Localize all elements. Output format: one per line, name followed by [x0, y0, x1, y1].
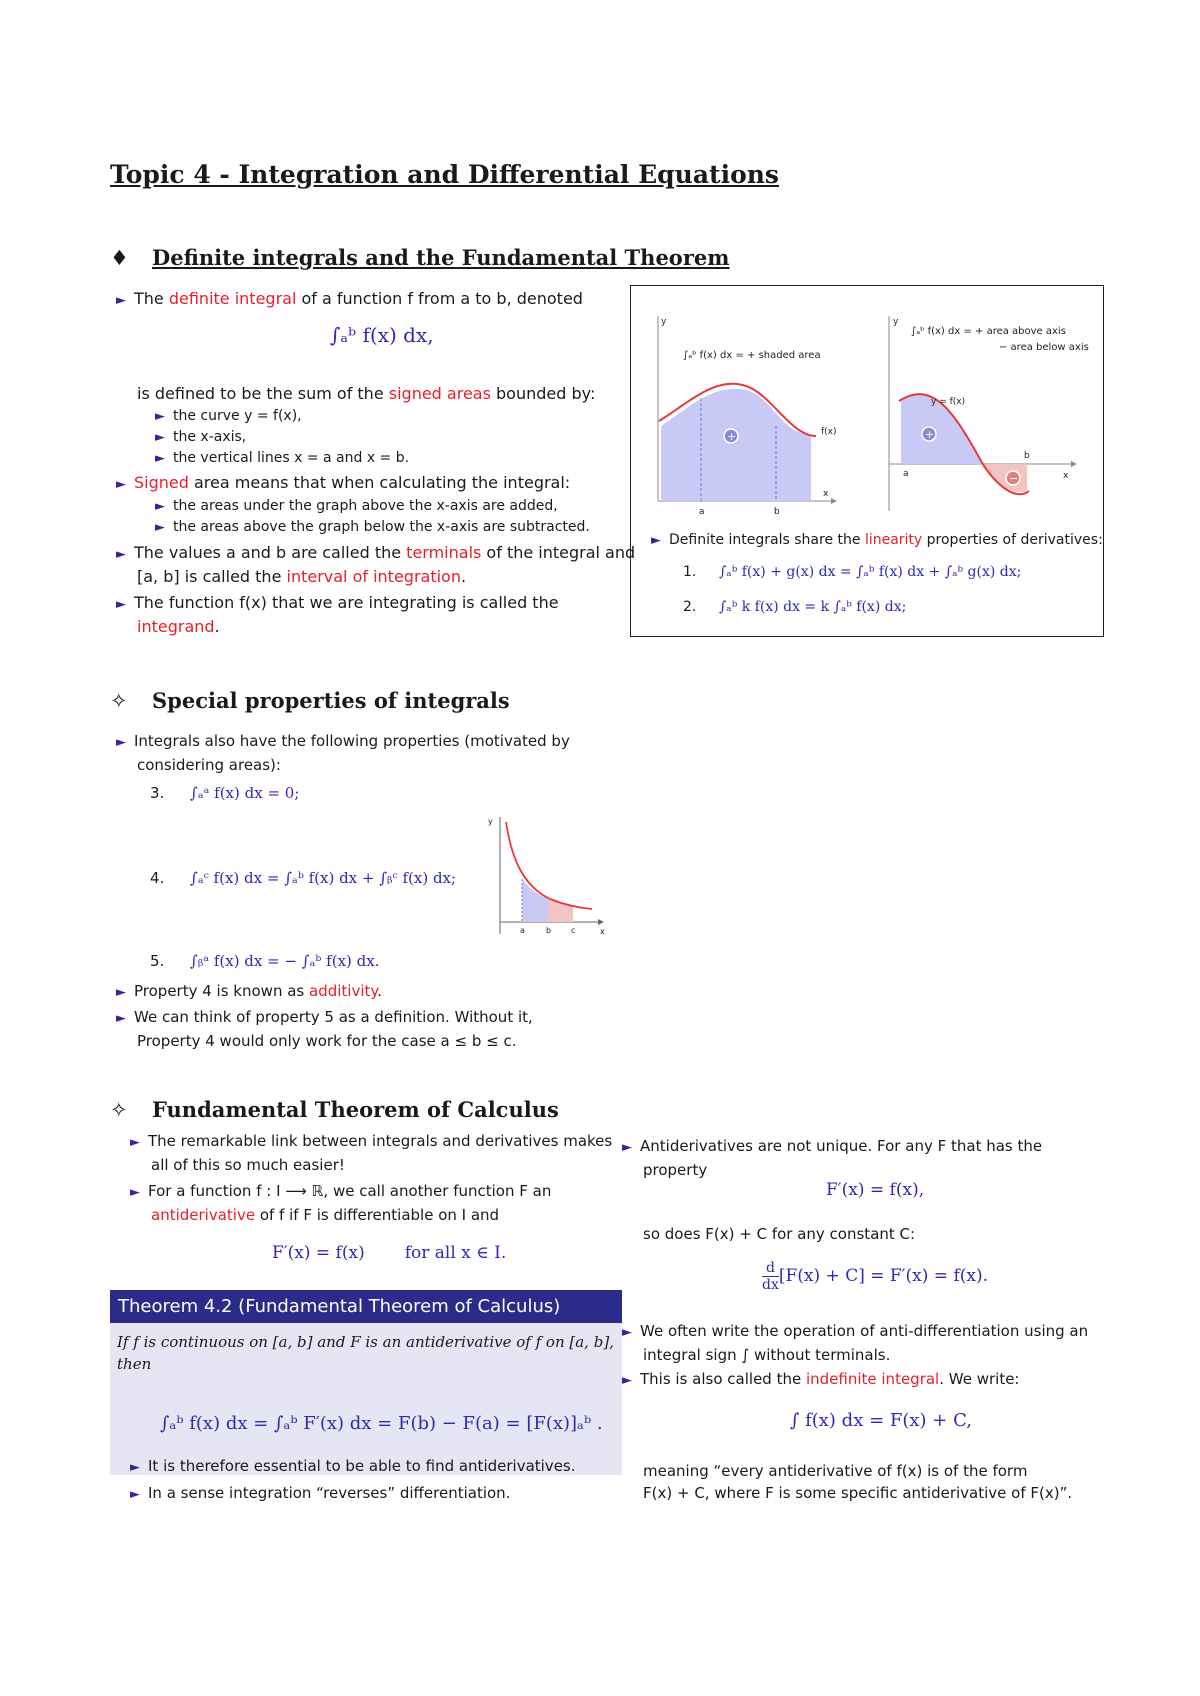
- svg-text:a: a: [520, 926, 525, 935]
- theorem-equation: ∫ₐᵇ f(x) dx = ∫ₐᵇ F′(x) dx = F(b) − F(a) = [F(x)]ₐᵇ .: [160, 1413, 603, 1434]
- right-figure-label-1: ∫ₐᵇ f(x) dx = + area above axis: [911, 326, 1066, 337]
- svg-text:b: b: [774, 507, 780, 516]
- property-4: 4. ∫ₐᶜ f(x) dx = ∫ₐᵇ f(x) dx + ∫ᵦᶜ f(x) dx;: [150, 869, 457, 887]
- ftc-note-1: ► It is therefore essential to be able to find antiderivatives.: [130, 1457, 576, 1475]
- linearity-property-2: 2. ∫ₐᵇ k f(x) dx = k ∫ₐᵇ f(x) dx;: [683, 599, 907, 615]
- property-3: 3. ∫ₐᵃ f(x) dx = 0;: [150, 784, 300, 802]
- page-title: Topic 4 - Integration and Differential Equations: [110, 160, 780, 189]
- property-5: 5. ∫ᵦᵃ f(x) dx = − ∫ₐᵇ f(x) dx.: [150, 952, 380, 970]
- svg-text:y: y: [488, 817, 493, 826]
- signed-area-line: ► Signed area means that when calculating the integral:: [116, 473, 571, 492]
- svg-text:b: b: [546, 926, 552, 935]
- sparkle-bullet-icon: ✧: [110, 1098, 128, 1122]
- svg-text:x: x: [1063, 471, 1069, 481]
- terminals-line: ► The values a and b are called the terminals of the integral and [a, b] is called the interval of integration.: [116, 543, 636, 586]
- list-item: ► the areas under the graph above the x-axis are added,: [155, 498, 558, 514]
- svg-text:y = f(x): y = f(x): [931, 397, 966, 407]
- properties-intro: ► Integrals also have the following properties (motivated by considering areas):: [116, 732, 570, 774]
- antiderivative-equation: F′(x) = f(x) for all x ∈ I.: [272, 1243, 507, 1263]
- area-figure-box: [630, 285, 1104, 637]
- svg-text:a: a: [903, 469, 909, 479]
- antiderivative-definition: ► For a function f : I ⟶ ℝ, we call another function F an antiderivative of f if F is differentiable on I and: [130, 1182, 552, 1224]
- list-item: ► the x-axis,: [155, 429, 247, 445]
- property-equation: F′(x) = f(x),: [826, 1180, 925, 1200]
- ftc-note-2: ► In a sense integration “reverses” differentiation.: [130, 1484, 511, 1502]
- list-item: ► the areas above the graph below the x-axis are subtracted.: [155, 519, 590, 535]
- antiderivative-uniqueness: ► Antiderivatives are not unique. For any F that has the property: [622, 1137, 1043, 1179]
- meaning-line: meaning “every antiderivative of f(x) is of the form F(x) + C, where F is some specific antiderivative of F(x)”.: [643, 1462, 1073, 1502]
- svg-text:x: x: [600, 927, 605, 936]
- left-figure-label: ∫ₐᵇ f(x) dx = + shaded area: [683, 350, 821, 361]
- definition-line-1: ► The definite integral of a function f from a to b, denoted: [116, 289, 583, 308]
- constant-line: so does F(x) + C for any constant C:: [643, 1225, 916, 1243]
- minus-sign: −: [1009, 472, 1019, 485]
- section-heading-special-properties: ✧ Special properties of integrals: [110, 688, 510, 713]
- integrand-line: ► The function f(x) that we are integrating is called the integrand.: [116, 593, 559, 636]
- svg-text:c: c: [571, 926, 576, 935]
- list-item: ► the vertical lines x = a and x = b.: [155, 450, 410, 466]
- ftc-intro: ► The remarkable link between integrals and derivatives makes all of this so much easier!: [130, 1132, 613, 1174]
- derivative-constant-equation: $\frac{d}{dx}$ [F(x) + C] = F′(x) = f(x).: [762, 1260, 988, 1293]
- section-heading-ftc: ✧ Fundamental Theorem of Calculus: [110, 1097, 559, 1122]
- svg-text:y: y: [661, 317, 667, 327]
- svg-text:a: a: [699, 507, 705, 516]
- diamond-bullet-icon: ♦: [110, 246, 129, 270]
- definition-line-2: is defined to be the sum of the signed areas bounded by:: [137, 384, 596, 403]
- bounded-by-list: [155, 406, 409, 469]
- right-figure-label-2: − area below axis: [999, 342, 1089, 353]
- plus-sign: +: [727, 430, 737, 443]
- property-5-note: ► We can think of property 5 as a definition. Without it, Property 4 would only work for the case a ≤ b ≤ c.: [116, 1008, 533, 1050]
- theorem-block: [110, 1290, 622, 1475]
- section-heading-definite-integrals: ♦ Definite integrals and the Fundamental Theorem: [110, 245, 730, 270]
- sparkle-bullet-icon: ✧: [110, 689, 128, 713]
- signed-area-list: [155, 496, 590, 538]
- additivity-line: ► Property 4 is known as additivity.: [116, 982, 382, 1000]
- svg-text:y: y: [893, 317, 899, 327]
- indefinite-integral-line: ► This is also called the indefinite integral. We write:: [622, 1370, 1020, 1388]
- linearity-property-1: 1. ∫ₐᵇ f(x) + g(x) dx = ∫ₐᵇ f(x) dx + ∫ₐᵇ g(x) dx;: [683, 564, 1022, 580]
- integral-sign-line: ► We often write the operation of anti-differentiation using an integral sign ∫ without terminals.: [622, 1322, 1089, 1364]
- list-item: ► the curve y = f(x),: [155, 408, 302, 424]
- signed-area-diagrams: [631, 286, 1103, 516]
- theorem-body: [110, 1323, 622, 1475]
- svg-text:+: +: [925, 428, 935, 441]
- theorem-heading: Theorem 4.2 (Fundamental Theorem of Calculus): [110, 1290, 622, 1323]
- svg-text:b: b: [1024, 451, 1030, 461]
- theorem-statement: If f is continuous on [a, b] and F is an antiderivative of f on [a, b], then: [117, 1333, 614, 1373]
- svg-text:x: x: [823, 489, 829, 499]
- integral-notation-equation: ∫ₐᵇ f(x) dx,: [330, 323, 434, 347]
- additivity-mini-graph: [480, 812, 610, 937]
- indefinite-integral-equation: ∫ f(x) dx = F(x) + C,: [790, 1410, 972, 1431]
- triangle-bullet-icon: ►: [116, 293, 126, 308]
- svg-text:f(x): f(x): [821, 427, 837, 437]
- linearity-line: ► Definite integrals share the linearity properties of derivatives:: [651, 532, 1103, 548]
